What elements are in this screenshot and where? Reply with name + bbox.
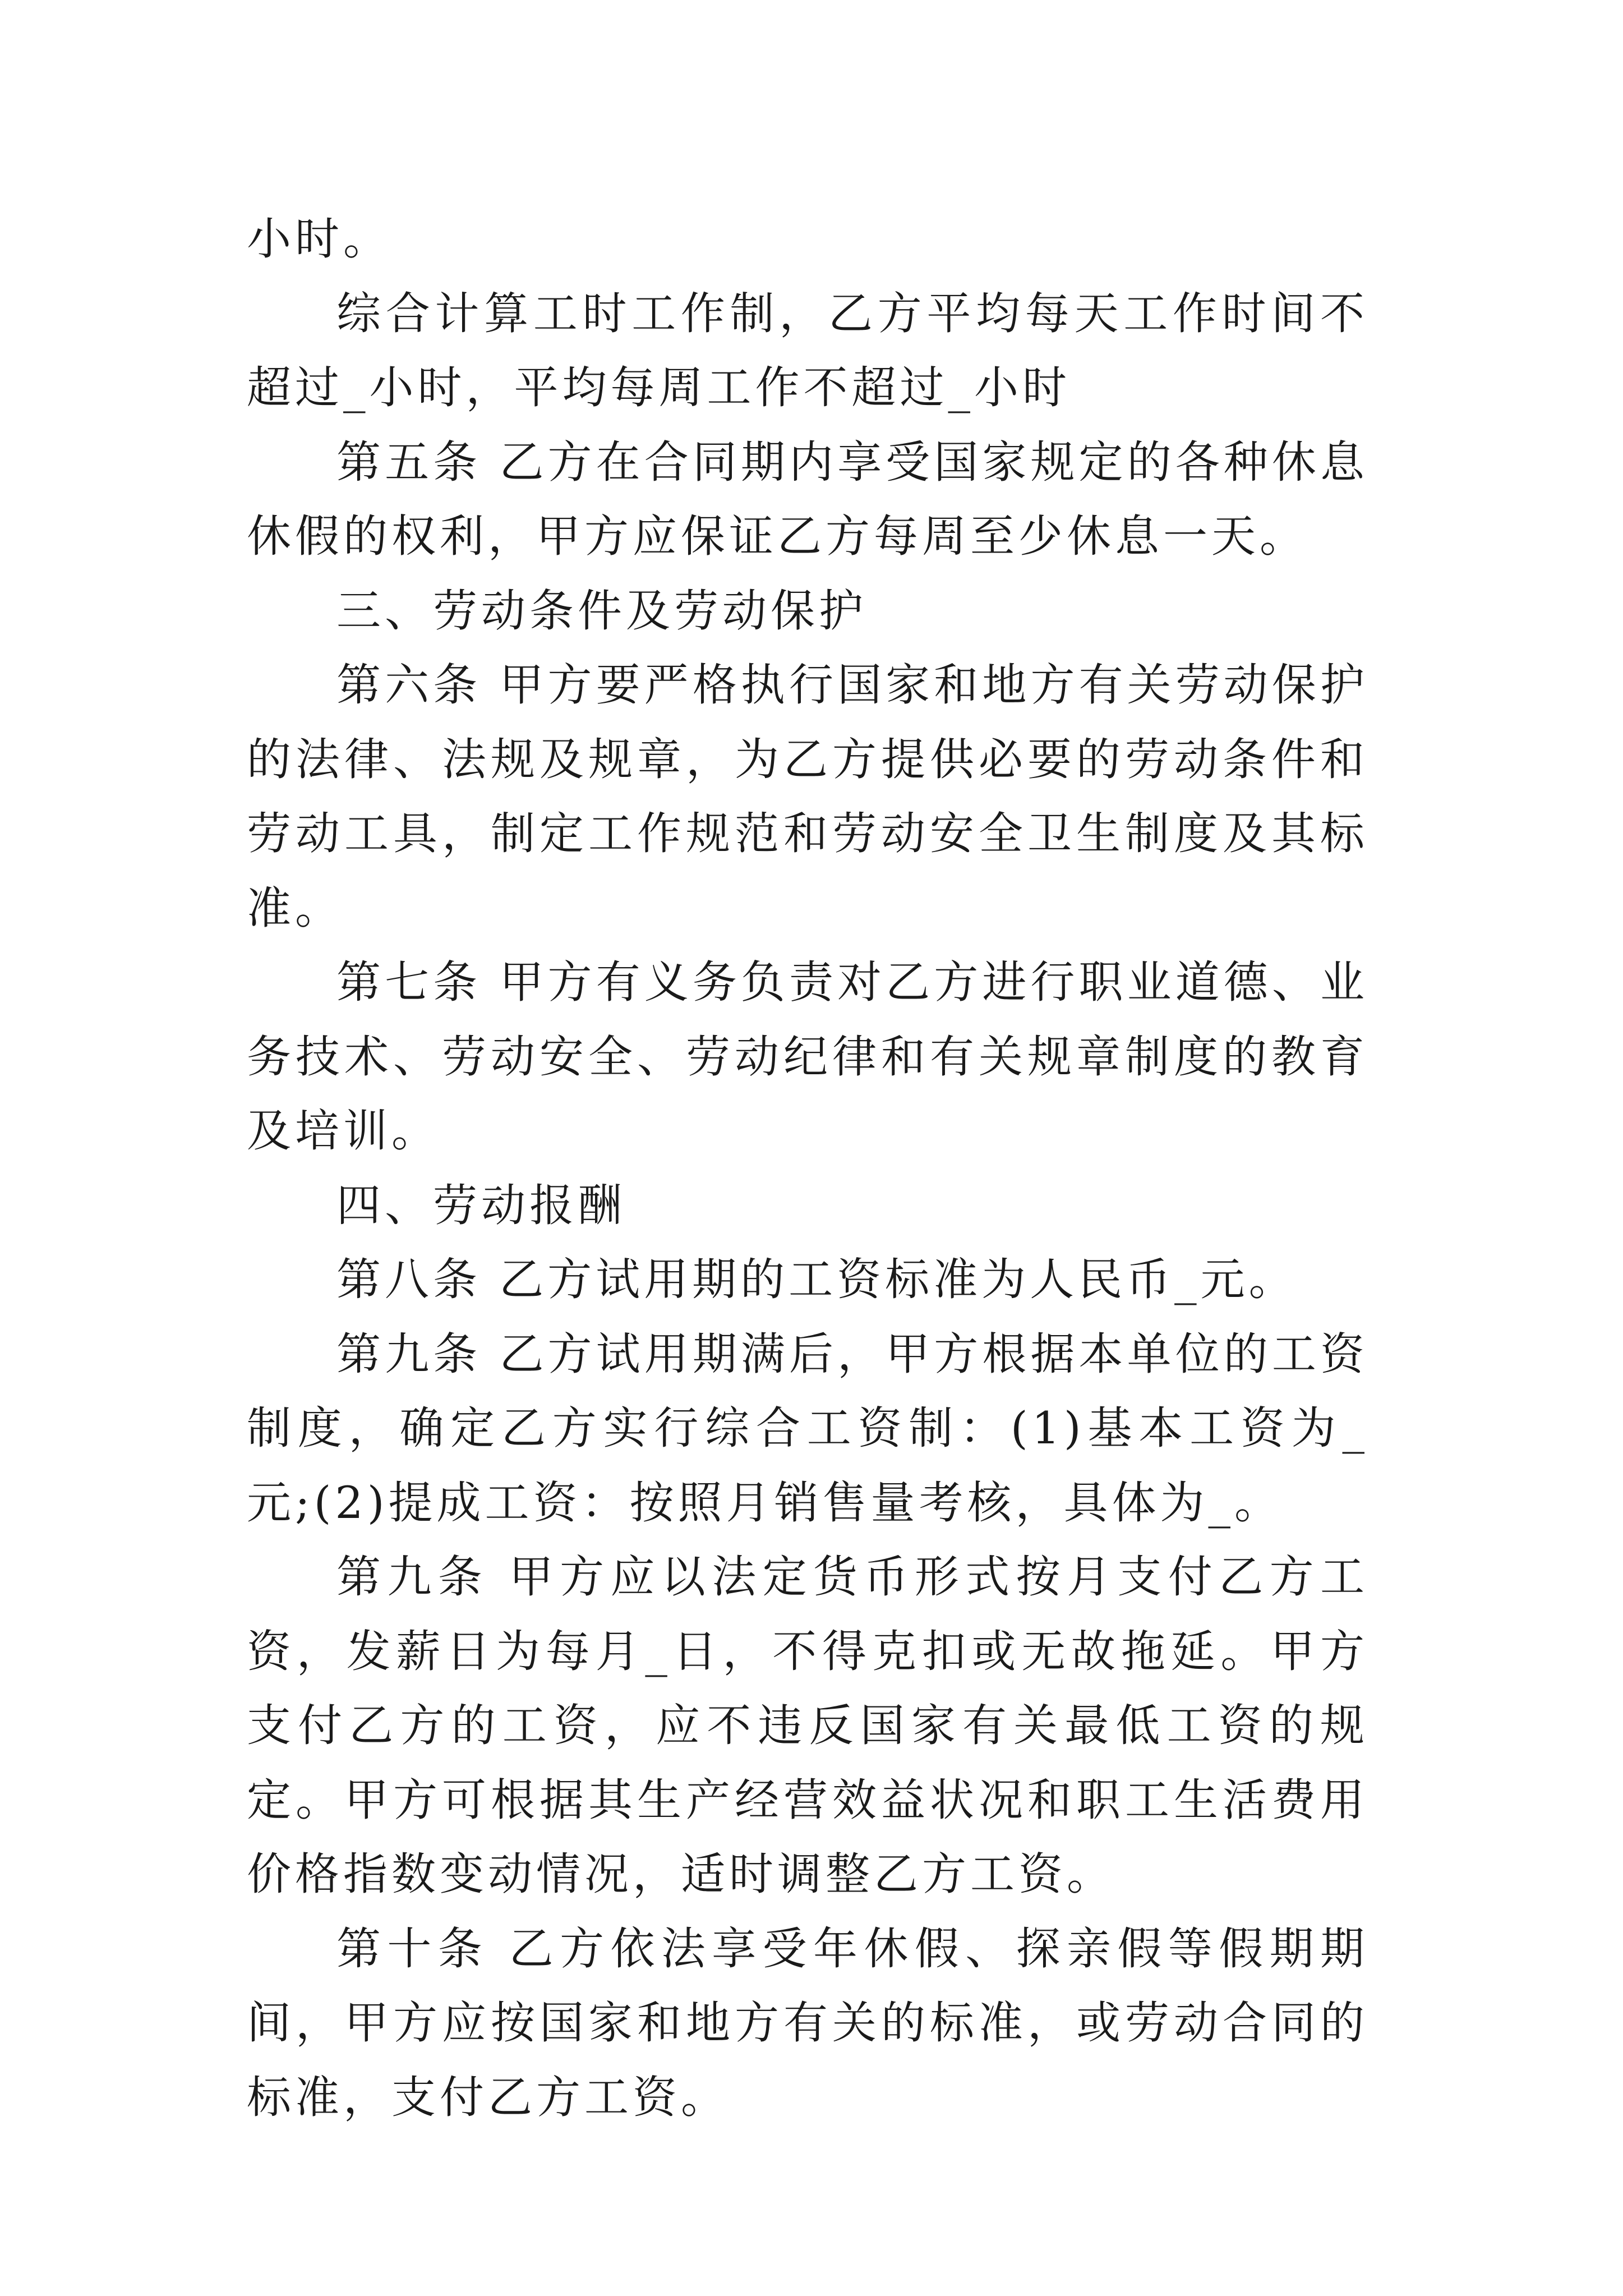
paragraph-article-7: 第七条 甲方有义务负责对乙方进行职业道德、业务技术、劳动安全、劳动纪律和有关规章制度的教育及培训。 xyxy=(247,956,1368,1157)
paragraph-article-6: 第六条 甲方要严格执行国家和地方有关劳动保护的法律、法规及规章，为乙方提供必要的劳动条件和劳动工具，制定工作规范和劳动安全卫生制度及其标准。 xyxy=(247,659,1368,934)
paragraph-article-5: 第五条 乙方在合同期内享受国家规定的各种休息休假的权利，甲方应保证乙方每周至少休息一天。 xyxy=(247,436,1368,562)
paragraph-article-10: 第十条 乙方依法享受年休假、探亲假等假期期间，甲方应按国家和地方有关的标准，或劳动合同的标准，支付乙方工资。 xyxy=(247,1922,1368,2123)
paragraph-comprehensive-hours: 综合计算工时工作制，乙方平均每天工作时间不超过_小时，平均每周工作不超过_小时 xyxy=(247,287,1368,413)
paragraph-article-9-salary-system: 第九条 乙方试用期满后，甲方根据本单位的工资制度，确定乙方实行综合工资制：(1)基本工资为_元;(2)提成工资：按照月销售量考核，具体为_。 xyxy=(247,1328,1368,1529)
section-heading-remuneration: 四、劳动报酬 xyxy=(336,1179,626,1231)
paragraph-article-8: 第八条 乙方试用期的工资标准为人民币_元。 xyxy=(336,1254,1297,1305)
paragraph-hours-continued: 小时。 xyxy=(247,213,391,265)
section-heading-labor-conditions: 三、劳动条件及劳动保护 xyxy=(336,585,867,637)
paragraph-article-9-payment: 第九条 甲方应以法定货币形式按月支付乙方工资，发薪日为每月_日，不得克扣或无故拖延。甲方支付乙方的工资，应不违反国家有关最低工资的规定。甲方可根据其生产经营效益状况和职工生活费用价格指数变动情况，适时调整乙方工资。 xyxy=(247,1551,1368,1900)
document-body xyxy=(247,202,1368,2134)
